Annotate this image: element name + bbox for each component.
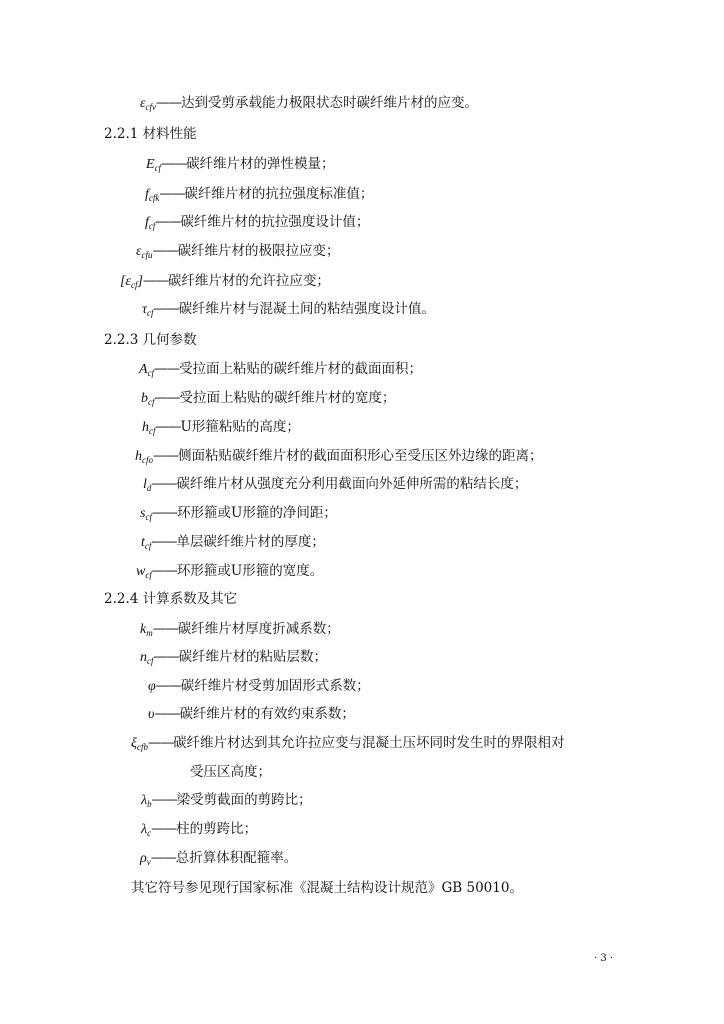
symbol-entry-s-cf: $s_{cf}——$环形箍或U形箍的净间距； (140, 505, 337, 522)
symbol-entry-lambda-c: $\lambda_c——$柱的剪跨比； (141, 821, 258, 838)
symbol-entry-rho-v: $\rho_v——$总折算体积配箍率。 (140, 850, 298, 867)
symbol-entry-lambda-b: $\lambda_b——$梁受剪截面的剪跨比； (141, 792, 312, 809)
symbol-entry-f-cf: $f_{cf}——$碳纤维片材的抗拉强度设计值； (145, 214, 370, 231)
symbol-entry-k-m: $k_m——$碳纤维片材厚度折减系数； (140, 621, 340, 638)
symbol-entry-h-cf: $h_{cf}——U$形箍粘贴的高度； (142, 419, 300, 436)
symbol-entry-xi-cfb-continuation: 受压区高度； (190, 764, 271, 780)
symbol-entry-l-d: $l_d——$碳纤维片材从强度充分利用截面向外延伸所需的粘结长度； (143, 476, 528, 493)
symbol-entry-n-cf: $n_{cf}——$碳纤维片材的粘贴层数； (140, 649, 327, 666)
symbol-entry-epsilon-cfv: $\varepsilon_{cfv}——$达到受剪承载能力极限状态时碳纤维片材的应变。 (140, 95, 479, 112)
section-heading-material-properties: 2.2.1 材料性能 (104, 126, 197, 142)
page-number: · 3 · (594, 953, 614, 964)
symbol-entry-E-cf: $E_{cf}——$碳纤维片材的弹性模量； (146, 156, 335, 173)
closing-note: 其它符号参见现行国家标准《混凝土结构设计规范》GB 50010。 (131, 880, 523, 896)
symbol-entry-w-cf: $w_{cf}——$环形箍或U形箍的宽度。 (136, 563, 324, 580)
symbol-entry-phi: φ——碳纤维片材受剪加固形式系数； (148, 678, 370, 694)
symbol-entry-epsilon-cfu: $\varepsilon_{cfu}——$碳纤维片材的极限拉应变； (136, 243, 340, 260)
symbol-entry-xi-cfb: $\xi_{cfb}——$碳纤维片材达到其允许拉应变与混凝土压坏同时发生时的界限相对 (131, 735, 565, 752)
symbol-entry-A-cf: $A_{cf}——$受拉面上粘贴的碳纤维片材的截面面积； (139, 361, 423, 378)
symbol-entry-upsilon: υ——碳纤维片材的有效约束系数； (148, 706, 355, 722)
symbol-entry-h-cfo: $h_{cfo}——$侧面粘贴碳纤维片材的截面面积形心至受压区外边缘的距离； (135, 448, 543, 465)
symbol-entry-b-cf: $b_{cf}——$受拉面上粘贴的碳纤维片材的宽度； (141, 390, 396, 407)
symbol-entry-tau-cf: $\tau_{cf}——$碳纤维片材与混凝土间的粘结强度设计值。 (142, 301, 436, 318)
symbol-entry-t-cf: $t_{cf}——$单层碳纤维片材的厚度； (141, 534, 325, 551)
section-heading-geometric-parameters: 2.2.3 几何参数 (104, 332, 197, 348)
symbol-entry-allowable-strain: $[\varepsilon_{cf}]——$碳纤维片材的允许拉应变； (120, 273, 330, 290)
symbol-entry-f-cfk: $f_{cfk}——$碳纤维片材的抗拉强度标准值； (145, 186, 374, 203)
section-heading-coefficients: 2.2.4 计算系数及其它 (104, 591, 238, 607)
